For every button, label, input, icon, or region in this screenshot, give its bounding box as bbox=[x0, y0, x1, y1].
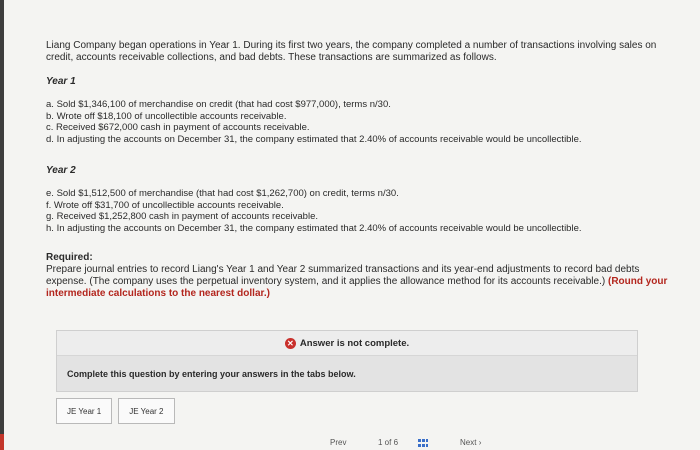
item-text: Sold $1,346,100 of merchandise on credit (that had cost $977,000), terms n/30. bbox=[56, 99, 391, 110]
item-letter: d. bbox=[46, 133, 54, 145]
list-item bbox=[46, 134, 681, 146]
answer-panel bbox=[56, 330, 638, 392]
item-text: Sold $1,512,500 of merchandise (that had cost $1,262,700) on credit, terms n/30. bbox=[56, 188, 399, 199]
item-letter: a. bbox=[46, 99, 54, 110]
error-x-icon: ✕ bbox=[285, 338, 296, 349]
item-letter: c. bbox=[46, 122, 54, 133]
round-note: (Round your intermediate calculations to the nearest dollar.) bbox=[46, 276, 668, 299]
next-label: Next bbox=[460, 438, 477, 447]
grid-view-icon[interactable] bbox=[418, 439, 428, 447]
next-button[interactable] bbox=[460, 438, 481, 447]
list-item bbox=[46, 211, 681, 223]
answer-status-banner bbox=[57, 331, 637, 356]
item-text: Received $672,000 cash in payment of accounts receivable. bbox=[56, 122, 310, 133]
year2-list bbox=[46, 188, 681, 234]
item-text: In adjusting the accounts on December 31, the company estimated that 2.40% of accounts receivable would be uncollectible. bbox=[56, 222, 582, 234]
year1-title: Year 1 bbox=[46, 76, 76, 87]
complete-instruction: Complete this question by entering your answers in the tabs below. bbox=[67, 369, 356, 379]
item-letter: f. bbox=[46, 199, 52, 211]
tab-je-year-1[interactable]: JE Year 1 bbox=[56, 398, 112, 424]
item-letter: b. bbox=[46, 110, 54, 122]
je-tabs bbox=[56, 398, 175, 424]
item-text: Wrote off $18,100 of uncollectible accounts receivable. bbox=[56, 110, 287, 122]
item-text: Wrote off $31,700 of uncollectible accounts receivable. bbox=[53, 199, 284, 211]
prev-button[interactable]: Prev bbox=[330, 438, 347, 447]
chevron-right-icon: › bbox=[478, 438, 482, 447]
item-text: In adjusting the accounts on December 31, the company estimated that 2.40% of accounts receivable would be uncollectible. bbox=[56, 133, 582, 145]
required-text bbox=[46, 264, 681, 300]
question-content bbox=[46, 40, 681, 300]
required-section bbox=[46, 252, 681, 300]
page-indicator: 1 of 6 bbox=[378, 438, 399, 447]
list-item bbox=[46, 99, 681, 111]
item-text: Received $1,252,800 cash in payment of accounts receivable. bbox=[56, 211, 318, 222]
pagination bbox=[0, 438, 700, 450]
list-item bbox=[46, 200, 681, 212]
list-item bbox=[46, 223, 681, 235]
intro-text: Liang Company began operations in Year 1. During its first two years, the company completed a number of transactions involving sales on credit, accounts receivable collections, and bad debts. These transactions are summarized as follows. bbox=[46, 40, 657, 63]
answer-status-text: Answer is not complete. bbox=[299, 337, 410, 349]
required-body: Prepare journal entries to record Liang's Year 1 and Year 2 summarized transactions and its year-end adjustments to record bad debts expense. (The company uses the perpetual inventory system, and it applies the allowance method for its accounts receivable.) bbox=[46, 264, 640, 287]
item-letter: g. bbox=[46, 211, 54, 222]
year1-list bbox=[46, 99, 681, 145]
item-letter: h. bbox=[46, 222, 54, 234]
year2-title: Year 2 bbox=[46, 165, 76, 176]
list-item bbox=[46, 188, 681, 200]
left-edge-bar bbox=[0, 0, 4, 450]
item-letter: e. bbox=[46, 188, 54, 199]
list-item bbox=[46, 122, 681, 134]
list-item bbox=[46, 111, 681, 123]
tab-je-year-2[interactable]: JE Year 2 bbox=[118, 398, 174, 424]
required-heading: Required: bbox=[46, 252, 93, 263]
